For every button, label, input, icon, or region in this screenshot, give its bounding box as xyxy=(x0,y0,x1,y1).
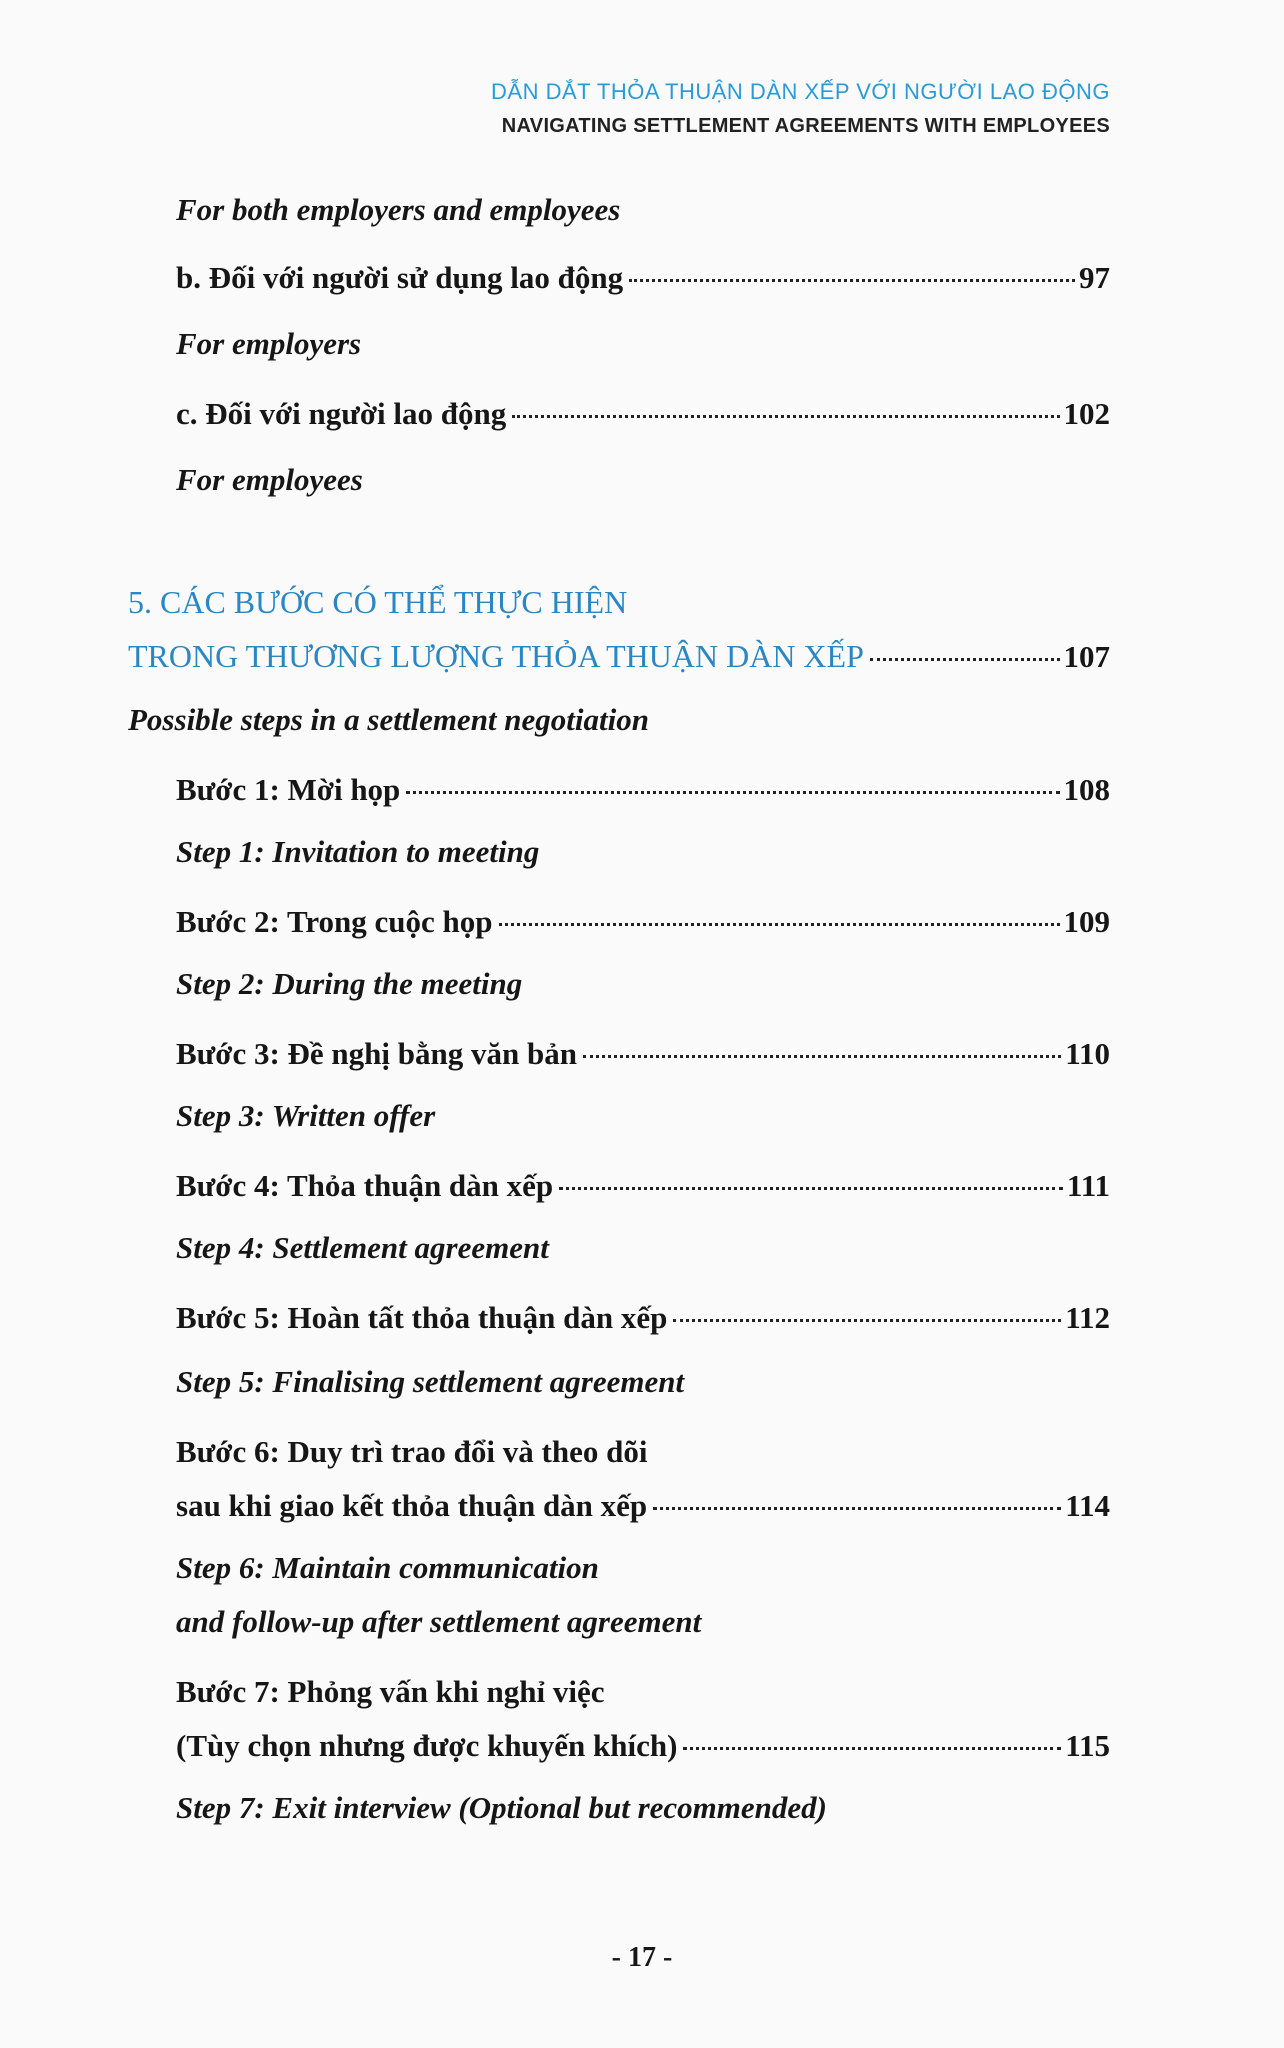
toc-step-3-en: Step 3: Written offer xyxy=(176,1098,436,1133)
toc-step-2-en: Step 2: During the meeting xyxy=(176,966,523,1001)
toc-step-5[interactable] xyxy=(176,1298,1110,1338)
dot-leader xyxy=(583,1055,1061,1058)
toc-entry-b-en: For employers xyxy=(176,326,362,361)
toc-step-1-title: Bước 1: Mời họp xyxy=(176,772,401,807)
section-5-title-line1: 5. CÁC BƯỚC CÓ THỂ THỰC HIỆN xyxy=(128,584,628,620)
toc-step-5-title: Bước 5: Hoàn tất thỏa thuận dàn xếp xyxy=(176,1300,668,1335)
running-header xyxy=(491,78,1110,140)
toc-entry-b[interactable] xyxy=(176,258,1110,298)
toc-entry-b-title: b. Đối với người sử dụng lao động xyxy=(176,260,624,295)
toc-step-6-title-line1: Bước 6: Duy trì trao đổi và theo dõi xyxy=(176,1434,648,1469)
toc-step-6[interactable] xyxy=(176,1486,1110,1526)
toc-step-1[interactable] xyxy=(176,770,1110,810)
toc-step-6-page: 114 xyxy=(1065,1488,1110,1523)
toc-step-7[interactable] xyxy=(176,1726,1110,1766)
toc-step-3-title: Bước 3: Đề nghị bằng văn bản xyxy=(176,1036,577,1071)
toc-step-7-page: 115 xyxy=(1065,1728,1110,1763)
toc-step-5-page: 112 xyxy=(1065,1300,1110,1335)
dot-leader xyxy=(629,279,1075,282)
header-title-en: NAVIGATING SETTLEMENT AGREEMENTS WITH EMPLOYEES xyxy=(501,115,1110,137)
dot-leader xyxy=(559,1187,1063,1190)
toc-step-3[interactable] xyxy=(176,1034,1110,1074)
dot-leader xyxy=(406,791,1059,794)
header-title-vi: DẪN DẮT THỎA THUẬN DÀN XẾP VỚI NGƯỜI LAO ĐỘNG xyxy=(491,79,1110,104)
toc-entry-c-en: For employees xyxy=(176,462,363,497)
toc-intro-en: For both employers and employees xyxy=(176,192,621,227)
toc-entry-b-page: 97 xyxy=(1079,260,1110,295)
section-5-en: Possible steps in a settlement negotiation xyxy=(128,702,649,737)
toc-step-1-en: Step 1: Invitation to meeting xyxy=(176,834,540,869)
dot-leader xyxy=(512,415,1059,418)
section-5-title-line2: TRONG THƯƠNG LƯỢNG THỎA THUẬN DÀN XẾP xyxy=(128,638,864,674)
dot-leader xyxy=(870,658,1060,661)
toc-entry-c[interactable] xyxy=(176,394,1110,434)
toc-step-4-page: 111 xyxy=(1066,1168,1110,1203)
toc-step-6-title-line2: sau khi giao kết thỏa thuận dàn xếp xyxy=(176,1488,648,1523)
toc-step-2[interactable] xyxy=(176,902,1110,942)
toc-step-4[interactable] xyxy=(176,1166,1110,1206)
toc-step-6-en-line1: Step 6: Maintain communication xyxy=(176,1550,599,1585)
toc-step-4-title: Bước 4: Thỏa thuận dàn xếp xyxy=(176,1168,554,1203)
dot-leader xyxy=(683,1747,1061,1750)
toc-step-7-title-line1: Bước 7: Phỏng vấn khi nghỉ việc xyxy=(176,1674,605,1709)
toc-step-1-page: 108 xyxy=(1063,772,1110,807)
toc-step-6-en-line2: and follow-up after settlement agreement xyxy=(176,1604,702,1639)
toc-step-7-title-line2: (Tùy chọn nhưng được khuyến khích) xyxy=(176,1728,678,1763)
dot-leader xyxy=(673,1319,1061,1322)
page-number: - 17 - xyxy=(611,1942,673,1973)
toc-step-2-page: 109 xyxy=(1063,904,1110,939)
dot-leader xyxy=(653,1507,1061,1510)
section-5-entry[interactable] xyxy=(128,636,1110,677)
toc-step-4-en: Step 4: Settlement agreement xyxy=(176,1230,549,1265)
toc-step-7-en: Step 7: Exit interview (Optional but recommended) xyxy=(176,1790,827,1825)
toc-step-3-page: 110 xyxy=(1065,1036,1110,1071)
toc-step-2-title: Bước 2: Trong cuộc họp xyxy=(176,904,493,939)
toc-entry-c-title: c. Đối với người lao động xyxy=(176,396,507,431)
section-5-page: 107 xyxy=(1063,639,1110,674)
toc-entry-c-page: 102 xyxy=(1063,396,1110,431)
toc-step-5-en: Step 5: Finalising settlement agreement xyxy=(176,1364,685,1399)
dot-leader xyxy=(499,923,1060,926)
